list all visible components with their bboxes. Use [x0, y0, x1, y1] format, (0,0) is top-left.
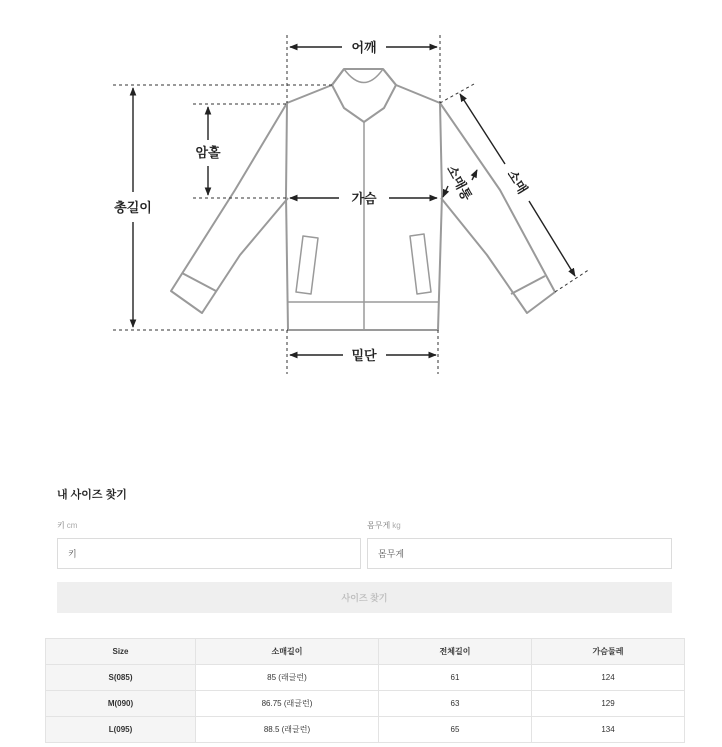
size-table: [45, 638, 685, 743]
sleeve-arrow-down: [529, 201, 575, 276]
weight-field-label: [367, 520, 401, 531]
height-label-text: 키: [57, 521, 65, 530]
total-length-header: 전체길이: [379, 639, 532, 665]
table-row: [46, 691, 685, 717]
size-cell: M(090): [46, 691, 196, 717]
height-input[interactable]: [57, 538, 361, 569]
size-cell: S(085): [46, 665, 196, 691]
total-length-label: 총길이: [114, 201, 152, 216]
armhole-label: 암홀: [195, 146, 221, 161]
chest-cell: 134: [532, 717, 685, 743]
sleeve-width-arrow-up: [472, 170, 477, 180]
height-field-label: [57, 520, 77, 531]
hem-label: 밑단: [351, 349, 377, 364]
sleeve-length-header: 소매길이: [196, 639, 379, 665]
chest-label: 가슴: [351, 192, 377, 207]
table-row: [46, 665, 685, 691]
chest-cell: 129: [532, 691, 685, 717]
size-header: Size: [46, 639, 196, 665]
shoulder-label: 어깨: [351, 41, 377, 56]
weight-input[interactable]: [367, 538, 672, 569]
sleeve-length-cell: 88.5 (래글런): [196, 717, 379, 743]
size-finder: [57, 486, 672, 603]
table-row: [46, 717, 685, 743]
size-table-header-row: [46, 639, 685, 665]
sleeve-length-cell: 86.75 (래글런): [196, 691, 379, 717]
sleeve-width-label: 소매통: [443, 163, 475, 204]
total-length-cell: 63: [379, 691, 532, 717]
sleeve-length-cell: 85 (래글런): [196, 665, 379, 691]
size-finder-title: 내 사이즈 찾기: [57, 489, 127, 501]
height-unit: cm: [66, 521, 78, 530]
sleeve-width-arrow-down: [443, 186, 448, 197]
weight-label-text: 몸무게: [367, 521, 391, 530]
total-length-cell: 65: [379, 717, 532, 743]
weight-unit: kg: [392, 521, 401, 530]
find-size-button[interactable]: 사이즈 찾기: [57, 582, 672, 613]
size-cell: L(095): [46, 717, 196, 743]
sleeve-arrow-up: [460, 94, 505, 164]
total-length-cell: 61: [379, 665, 532, 691]
sleeve-label: 소매: [503, 167, 530, 197]
chest-header: 가슴둘레: [532, 639, 685, 665]
chest-cell: 124: [532, 665, 685, 691]
